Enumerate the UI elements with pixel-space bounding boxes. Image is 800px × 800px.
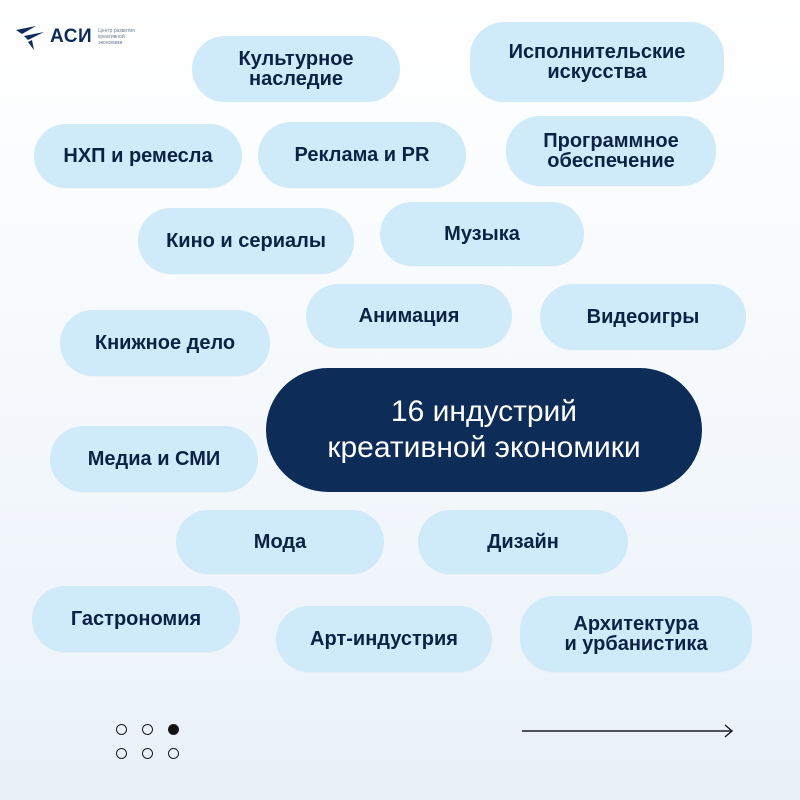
logo-subtitle: Центр развития креативной экономики [98, 28, 135, 46]
next-arrow-icon[interactable] [522, 723, 736, 739]
industry-pill-videogames: Видеоигры [540, 284, 746, 350]
industry-pill-animation: Анимация [306, 284, 512, 348]
industry-pill-advertising: Реклама и PR [258, 122, 466, 188]
center-title-pill [266, 368, 702, 492]
logo-name: АСИ [50, 26, 93, 47]
center-title: 16 индустрий креативной экономики [327, 395, 641, 464]
industry-pill-software: Программное обеспечение [506, 116, 716, 186]
industry-pill-media: Медиа и СМИ [50, 426, 258, 492]
industry-pill-fashion: Мода [176, 510, 384, 574]
industry-pill-film: Кино и сериалы [138, 208, 354, 274]
industry-pill-architecture: Архитектура и урбанистика [520, 596, 752, 672]
industry-pill-music: Музыка [380, 202, 584, 266]
pagination-dot-active[interactable] [168, 724, 179, 735]
industry-pill-art: Арт-индустрия [276, 606, 492, 672]
industry-pill-design: Дизайн [418, 510, 628, 574]
logo-mark-icon [14, 22, 48, 52]
pagination-dot[interactable] [116, 724, 127, 735]
pagination-dot[interactable] [116, 748, 127, 759]
brand-logo [14, 22, 148, 52]
industry-pill-crafts: НХП и ремесла [34, 124, 242, 188]
pagination-dot[interactable] [142, 724, 153, 735]
industry-pill-performing-arts: Исполнительские искусства [470, 22, 724, 102]
pagination-dot[interactable] [142, 748, 153, 759]
industry-pill-gastronomy: Гастрономия [32, 586, 240, 652]
industry-pill-publishing: Книжное дело [60, 310, 270, 376]
pagination-dot[interactable] [168, 748, 179, 759]
industry-pill-cultural-heritage: Культурное наследие [192, 36, 400, 102]
